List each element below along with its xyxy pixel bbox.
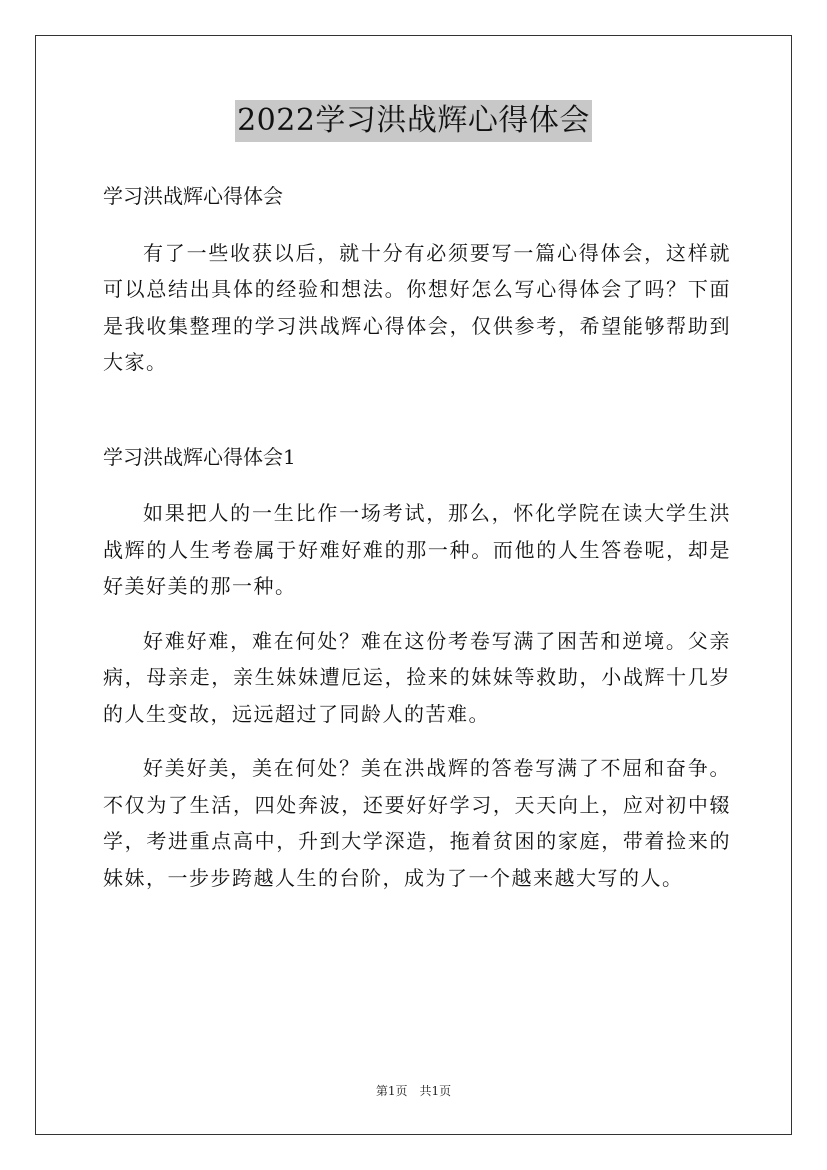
- intro-paragraph: 有了一些收获以后，就十分有必须要写一篇心得体会，这样就可以总结出具体的经验和想法。你想好怎么写心得体会了吗？下面是我收集整理的学习洪战辉心得体会，仅供参考，希望能够帮助到大家。: [103, 240, 731, 374]
- intro-heading: 学习洪战辉心得体会: [103, 184, 283, 208]
- page-footer: [0, 1082, 827, 1099]
- section1-paragraph-2: 好难好难，难在何处？难在这份考卷写满了困苦和逆境。父亲病，母亲走，亲生妹妹遭厄运，捡来的妹妹等救助，小战辉十几岁的人生变故，远远超过了同龄人的苦难。: [103, 628, 731, 726]
- section1-heading: 学习洪战辉心得体会1: [103, 444, 296, 469]
- document-title: 2022学习洪战辉心得体会: [235, 100, 592, 142]
- section1-paragraph-3: 好美好美，美在何处？美在洪战辉的答卷写满了不屈和奋争。不仅为了生活，四处奔波，还要好好学习，天天向上，应对初中辍学，考进重点高中，升到大学深造，拖着贫困的家庭，带着捡来的妹妹，一步步跨越人生的台阶，成为了一个越来越大写的人。: [103, 756, 731, 890]
- document-body: [103, 178, 731, 896]
- page-number: 第1页 共1页: [375, 1084, 452, 1098]
- section1-paragraph-1: 如果把人的一生比作一场考试，那么，怀化学院在读大学生洪战辉的人生考卷属于好难好难的那一种。而他的人生答卷呢，却是好美好美的那一种。: [103, 501, 731, 598]
- title-container: [0, 100, 827, 142]
